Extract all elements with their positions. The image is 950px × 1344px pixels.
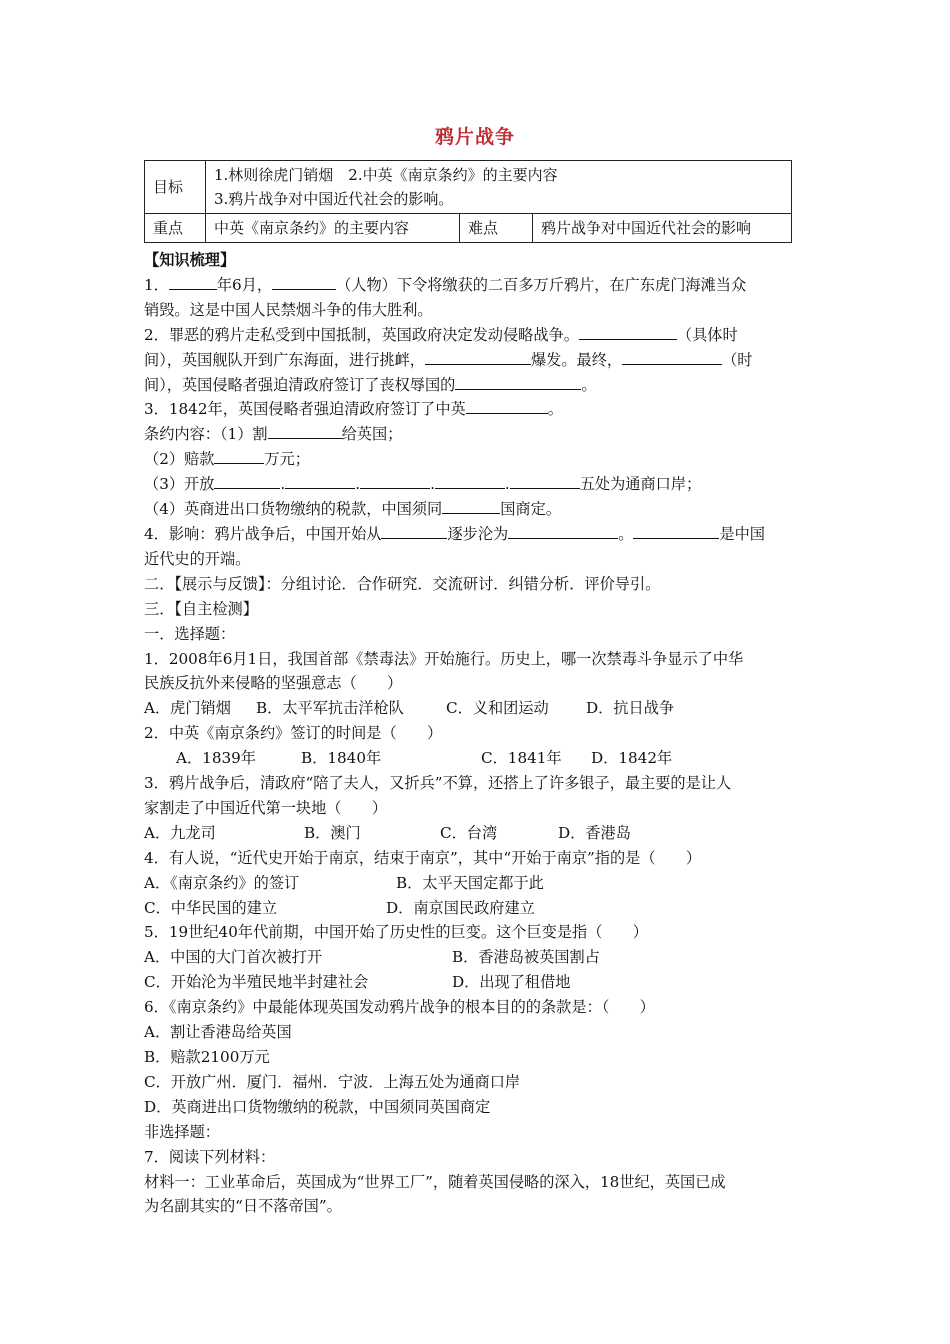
q5-options-1	[144, 945, 808, 970]
option[interactable]: B．太平天国定都于此	[396, 873, 544, 892]
section-feedback: 二．【展示与反馈】：分组讨论．合作研究．交流研讨．纠错分析．评价导引。	[144, 574, 661, 593]
blank[interactable]	[285, 473, 355, 489]
key-point-label: 重点	[145, 214, 206, 243]
key-point-text: 中英《南京条约》的主要内容	[206, 214, 460, 243]
k2-line3: 间），英国侵略者强迫清政府签订了丧权辱国的 。	[144, 375, 597, 394]
q3-options	[144, 821, 808, 846]
goal-line-2: 3.鸦片战争对中国近代社会的影响。	[214, 190, 454, 208]
k3-line2: 条约内容：（1）割 给英国；	[144, 425, 403, 444]
q6-option-b[interactable]: B．赔款2100万元	[144, 1048, 270, 1066]
blank[interactable]	[466, 398, 548, 414]
blank[interactable]	[508, 523, 618, 539]
blank[interactable]	[360, 473, 430, 489]
blank[interactable]	[633, 523, 719, 539]
blank[interactable]	[214, 473, 280, 489]
k3-line4: （3）开放 . . . . 五处为通商口岸；	[144, 475, 702, 494]
blank[interactable]	[510, 473, 580, 489]
q4-options-1	[144, 871, 808, 896]
option[interactable]: A．虎门销烟	[144, 699, 231, 718]
blank[interactable]	[169, 274, 217, 290]
q7-material-1a: 材料一：工业革命后，英国成为“世界工厂”，随着英国侵略的深入，18世纪，英国已成	[144, 1172, 726, 1191]
section-self-test: 三．【自主检测】	[144, 599, 258, 618]
option[interactable]: B．香港岛被英国割占	[452, 948, 600, 967]
q3-stem-2: 家割走了中国近代第一块地（ ）	[144, 798, 387, 817]
option[interactable]: D．南京国民政府建立	[386, 898, 535, 917]
option[interactable]: C．义和团运动	[446, 699, 549, 718]
k3-line1: 3．1842年，英国侵略者强迫清政府签订了中英 。	[144, 400, 563, 419]
choice-heading: 一．选择题：	[144, 624, 236, 643]
option[interactable]: D．1842年	[591, 749, 673, 768]
difficulty-text: 鸦片战争对中国近代社会的影响	[533, 214, 792, 243]
blank[interactable]	[214, 448, 264, 464]
blank[interactable]	[455, 374, 581, 390]
k4-line2: 近代史的开端。	[144, 549, 251, 568]
k3-line5: （4）英商进出口货物缴纳的税款，中国须同 国商定。	[144, 500, 561, 519]
option[interactable]: A．1839年	[176, 749, 256, 768]
q5-stem: 5．19世纪40年代前期，中国开始了历史性的巨变。这个巨变是指（ ）	[144, 923, 648, 942]
q1-options	[144, 696, 808, 721]
worksheet-content	[144, 248, 808, 1219]
goal-label: 目标	[145, 161, 206, 214]
blank[interactable]	[272, 274, 336, 290]
knowledge-heading: 【知识梳理】	[144, 251, 236, 269]
non-choice-heading: 非选择题：	[144, 1122, 220, 1141]
objectives-table	[144, 160, 792, 243]
difficulty-label: 难点	[460, 214, 533, 243]
blank[interactable]	[579, 324, 677, 340]
option[interactable]: C．1841年	[481, 749, 562, 768]
option[interactable]: C．开始沦为半殖民地半封建社会	[144, 973, 369, 992]
k1-line2: 销毁。这是中国人民禁烟斗争的伟大胜利。	[144, 300, 433, 319]
q1-stem-2: 民族反抗外来侵略的坚强意志（ ）	[144, 674, 403, 693]
blank[interactable]	[425, 349, 531, 365]
goal-cell	[206, 161, 792, 214]
option[interactable]: A．九龙司	[144, 823, 216, 842]
option[interactable]: C．中华民国的建立	[144, 898, 278, 917]
q6-option-d[interactable]: D．英商进出口货物缴纳的税款，中国须同英国商定	[144, 1097, 491, 1116]
option[interactable]: B．太平军抗击洋枪队	[256, 699, 404, 718]
q6-option-a[interactable]: A．割让香港岛给英国	[144, 1023, 292, 1042]
q3-stem-1: 3．鸦片战争后，清政府“陪了夫人，又折兵”不算，还搭上了许多银子，最主要的是让人	[144, 774, 732, 793]
option[interactable]: B．澳门	[304, 823, 361, 842]
k2-line1: 2．罪恶的鸦片走私受到中国抵制，英国政府决定发动侵略战争。 （具体时	[144, 325, 738, 344]
q6-stem: 6．《南京条约》中最能体现英国发动鸦片战争的根本目的的条款是：（ ）	[144, 998, 655, 1017]
option[interactable]: C．台湾	[440, 823, 498, 842]
q5-options-2	[144, 970, 808, 995]
option[interactable]: B．1840年	[301, 749, 382, 768]
option[interactable]: A．中国的大门首次被打开	[144, 948, 323, 967]
q4-options-2	[144, 896, 808, 921]
q4-stem: 4．有人说，“近代史开始于南京，结束于南京”，其中“开始于南京”指的是（ ）	[144, 848, 702, 867]
blank[interactable]	[435, 473, 505, 489]
blank[interactable]	[268, 423, 342, 439]
option[interactable]: D．出现了租借地	[452, 973, 571, 992]
k2-line2: 间），英国舰队开到广东海面，进行挑衅， 爆发。最终， （时	[144, 350, 753, 369]
q1-stem-1: 1．2008年6月1日，我国首部《禁毒法》开始施行。历史上，哪一次禁毒斗争显示了中华	[144, 649, 744, 668]
option[interactable]: A．《南京条约》的签订	[144, 873, 300, 892]
blank[interactable]	[622, 349, 722, 365]
blank[interactable]	[381, 523, 447, 539]
k3-line3: （2）赔款 万元；	[144, 450, 310, 469]
q6-option-c[interactable]: C．开放广州．厦门．福州．宁波．上海五处为通商口岸	[144, 1072, 521, 1091]
blank[interactable]	[442, 498, 500, 514]
q7-stem: 7．阅读下列材料：	[144, 1147, 276, 1166]
goal-line-1: 1.林则徐虎门销烟 2.中英《南京条约》的主要内容	[214, 166, 558, 184]
q7-material-1b: 为名副其实的“日不落帝国”。	[144, 1197, 342, 1216]
k1-line1: 1． 年6月， （人物）下令将缴获的二百多万斤鸦片，在广东虎门海滩当众	[144, 275, 747, 294]
page-title: 鸦片战争	[434, 126, 515, 148]
q2-stem: 2．中英《南京条约》签订的时间是（ ）	[144, 724, 443, 743]
k4-line1: 4．影响：鸦片战争后，中国开始从 逐步沦为 。 是中国	[144, 524, 765, 543]
q2-options	[144, 746, 808, 771]
option[interactable]: D．抗日战争	[586, 699, 675, 718]
option[interactable]: D．香港岛	[558, 823, 631, 842]
